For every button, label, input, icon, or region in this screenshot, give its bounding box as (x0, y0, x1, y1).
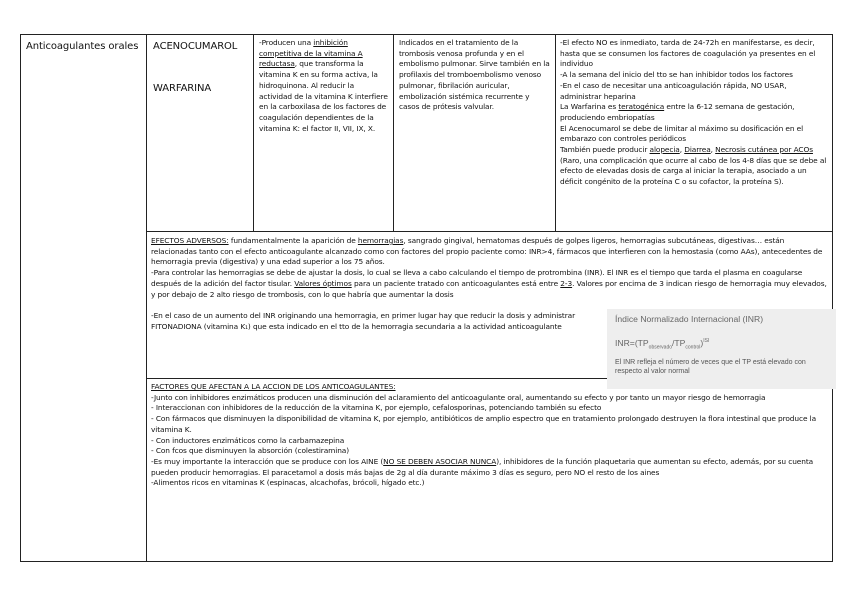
factor-2: - Interaccionan con inhibidores de la reducción de la vitamina K, por ejemplo, cefalosporinas, potenciando también su efecto (151, 403, 602, 413)
notes-text (560, 38, 828, 188)
row-divider-1 (146, 231, 833, 232)
indications-text: Indicados en el tratamiento de la trombosis venosa profunda y en el embolismo pulmonar. Sirve también en la profilaxis del tromboembolismo venoso pulmonar, fibrilación auricular, embolización sistémica recurrente y casos de prótesis valvular. (399, 38, 550, 112)
factor-6: -Es muy importante la interacción que se produce con los AINE (NO SE DEBEN ASOCIAR NUNCA), inhibidores de la función plaquetaria que aumentan su efecto, además, por su cuenta pueden producir hemorragias. El paracetamol a dosis más bajas de 2g al día durante máximo 3 días es seguro, pero NO el resto de los aines (151, 456, 814, 477)
note-2: -A la semana del inicio del tto se han inhibidor todos los factores (560, 70, 793, 80)
table-border-left (20, 34, 21, 562)
factor-7: -Alimentos ricos en vitaminas K (espinacas, alcachofas, brócoli, hígado etc.) (151, 478, 425, 488)
note-1: -El efecto NO es inmediato, tarda de 24-72h en manifestarse, es decir, hasta que se consumen los factores de coagulación ya presentes en el individuo (560, 38, 816, 69)
adverse-para-3: -En el caso de un aumento del INR originando una hemorragia, en primer lugar hay que reducir la dosis y administrar FITONADIONA (vitamina K₁) que esta indicado en el tto de la hemorragia secundaria a la actividad anticoagulante (151, 311, 576, 331)
inr-info-box (607, 309, 836, 389)
mechanism-text (259, 38, 389, 134)
adverse-para-1: EFECTOS ADVERSOS: fundamentalmente la aparición de hemorragias, sangrado gingival, hematomas después de golpes ligeros, hemorragias subcutáneas, digestivas… están relacionadas tanto con el efecto anticoagulante alcanzado como con factores del propio paciente como: INR>4, fármacos que interfieren con la hemostasia (como AAs), antecedentes de hemorragia previa (digestiva) y una edad superior a los 75 años. (151, 236, 823, 267)
factor-4: - Con inductores enzimáticos como la carbamazepina (151, 435, 345, 445)
mechanism-body: , que transforma la vitamina K en su forma activa, la hidroquinona. Al reducir la actividad de la vitamina K interfiere en la carboxilasa de los factores de coagulación dependientes de la vitamina K: el factor II, VII, IX, X. (259, 59, 388, 133)
col-divider-3 (393, 34, 394, 232)
drug-warfarina: WARFARINA (153, 83, 212, 94)
note-6: También puede producir alopecia, Diarrea, Necrosis cutánea por ACOs (Raro, una complicación que ocurre al cabo de los 4-8 días que se debe al efecto de elevadas dosis de carga al iniciar la terapia, asociado a un déficit congénito de la proteína C o su cofactor, la proteína S). (560, 145, 827, 187)
factor-1: -Junto con inhibidores enzimáticos producen una disminución del aclaramiento del anticoagulante oral, aumentando su efecto y por tanto un mayor riesgo de hemorragia (151, 392, 766, 402)
note-4: La Warfarina es teratogénica entre la 6-12 semana de gestación, produciendo embriopatías (560, 102, 795, 122)
factors-section (151, 382, 827, 489)
col-divider-2 (253, 34, 254, 232)
table-border-bottom (20, 561, 833, 562)
factor-3: - Con fármacos que disminuyen la disponibilidad de vitamina K, por ejemplo, antibióticos de amplio espectro que en tratamiento prolongado destruyen la flora intestinal que produce la vitamina K. (151, 414, 817, 434)
note-5: El Acenocumarol se debe de limitar al máximo su dosificación en el embarazo con controles periódicos (560, 123, 804, 144)
inr-note: El INR refleja el número de veces que el TP está elevado con respecto al valor normal (615, 359, 806, 375)
table-border-right (832, 34, 833, 562)
table-border-top (20, 34, 833, 35)
drug-acenocumarol: ACENOCUMAROL (153, 41, 238, 52)
adverse-para-2: -Para controlar las hemorragias se debe de ajustar la dosis, lo cual se lleva a cabo calculando el tiempo de protrombina (INR). El INR es el tiempo que tarda el plasma en coagularse después de la adición del factor tisular. Valores óptimos para un paciente tratado con anticoagulantes está entre 2-3. Valores por encima de 3 indican riesgo de hemorragia muy elevados, y por debajo de 2 alto riesgo de trombosis, con lo que habría que aumentar la dosis (151, 268, 827, 299)
note-3: -En el caso de necesitar una anticoagulación rápida, NO USAR, administrar heparina (560, 80, 787, 101)
row-header: Anticoagulantes orales (26, 41, 139, 52)
inr-formula: $INR=(TP_{observado}/TP_{control})^{ISI}$ (615, 338, 710, 351)
adverse-title: EFECTOS ADVERSOS: (151, 236, 229, 245)
col-divider-4 (555, 34, 556, 232)
mechanism-underlined: inhibición competitiva de la vitamina A reductasa (259, 38, 363, 69)
factors-title: FACTORES QUE AFECTAN A LA ACCION DE LOS ANTICOAGULANTES: (151, 382, 396, 391)
col-divider-1 (146, 34, 147, 562)
factor-5: - Con fcos que disminuyen la absorción (colestiramina) (151, 446, 350, 456)
adverse-effects-section (151, 236, 827, 300)
inr-title: Índice Normalizado Internacional (INR) (615, 314, 764, 324)
mechanism-intro: -Producen una (259, 38, 312, 47)
